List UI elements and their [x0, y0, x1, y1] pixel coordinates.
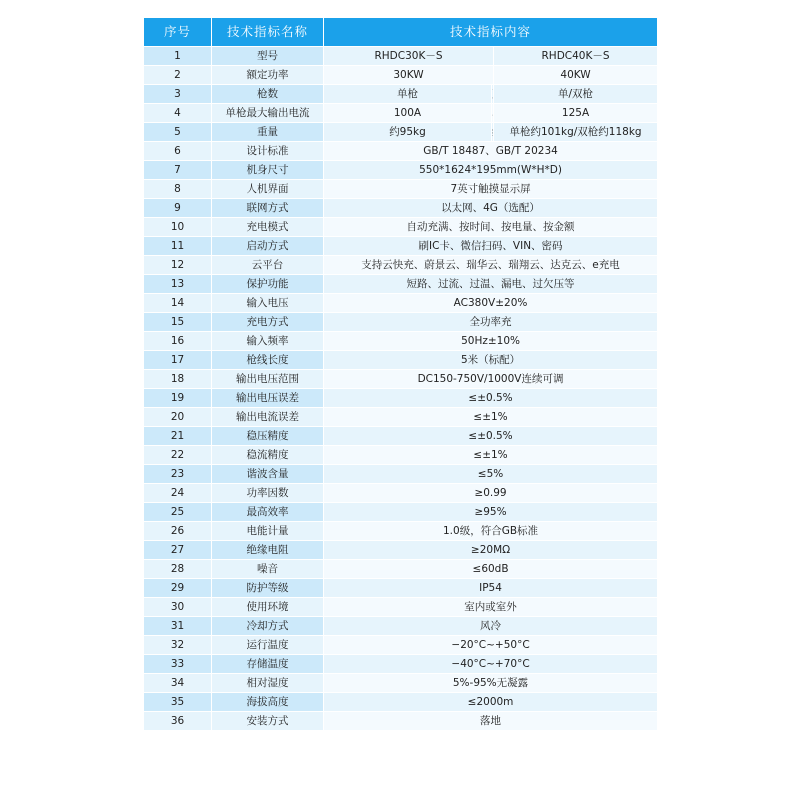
row-param-name: 运行温度: [212, 636, 324, 655]
table-row: [144, 142, 658, 161]
row-value: DC150-750V/1000V连续可调: [324, 370, 658, 389]
row-index: 33: [144, 655, 212, 674]
row-param-name: 单枪最大输出电流: [212, 104, 324, 123]
row-param-name: 输入频率: [212, 332, 324, 351]
row-value: 单/双枪: [494, 85, 658, 104]
row-value: 7英寸触摸显示屏: [324, 180, 658, 199]
table-row: [144, 313, 658, 332]
row-param-name: 存储温度: [212, 655, 324, 674]
row-value: ≥0.99: [324, 484, 658, 503]
row-value: ≥95%: [324, 503, 658, 522]
table-row: [144, 541, 658, 560]
row-index: 32: [144, 636, 212, 655]
row-value: 室内或室外: [324, 598, 658, 617]
row-param-name: 防护等级: [212, 579, 324, 598]
row-index: 7: [144, 161, 212, 180]
row-value: 全功率充: [324, 313, 658, 332]
row-param-name: 额定功率: [212, 66, 324, 85]
row-value: ≤5%: [324, 465, 658, 484]
row-value: 支持云快充、蔚景云、瑞华云、瑞翔云、达克云、e充电: [324, 256, 658, 275]
row-index: 34: [144, 674, 212, 693]
row-index: 24: [144, 484, 212, 503]
table-row: [144, 199, 658, 218]
row-index: 28: [144, 560, 212, 579]
row-value: AC380V±20%: [324, 294, 658, 313]
row-value: 5米（标配）: [324, 351, 658, 370]
row-index: 20: [144, 408, 212, 427]
row-param-name: 输出电压误差: [212, 389, 324, 408]
row-index: 30: [144, 598, 212, 617]
row-param-name: 充电方式: [212, 313, 324, 332]
table-row: [144, 636, 658, 655]
row-param-name: 输出电压范围: [212, 370, 324, 389]
table-row: [144, 47, 658, 66]
row-index: 21: [144, 427, 212, 446]
row-index: 13: [144, 275, 212, 294]
row-value: 550*1624*195mm(W*H*D): [324, 161, 658, 180]
row-value: ≤±0.5%: [324, 427, 658, 446]
table-header: [144, 18, 658, 47]
table-row: [144, 465, 658, 484]
row-index: 36: [144, 712, 212, 731]
row-value: ≤60dB: [324, 560, 658, 579]
header-index: 序号: [144, 18, 212, 47]
header-row: [144, 18, 658, 47]
row-value: ≤±1%: [324, 408, 658, 427]
row-value: −20°C~+50°C: [324, 636, 658, 655]
row-value: IP54: [324, 579, 658, 598]
table-row: [144, 275, 658, 294]
row-param-name: 人机界面: [212, 180, 324, 199]
row-param-name: 安装方式: [212, 712, 324, 731]
table-row: [144, 218, 658, 237]
table-row: [144, 66, 658, 85]
row-value: 自动充满、按时间、按电量、按金额: [324, 218, 658, 237]
row-param-name: 稳流精度: [212, 446, 324, 465]
table-row: [144, 446, 658, 465]
row-value: −40°C~+70°C: [324, 655, 658, 674]
table-row: [144, 579, 658, 598]
row-value: 单枪: [324, 85, 492, 104]
row-index: 16: [144, 332, 212, 351]
table-row: [144, 180, 658, 199]
row-value: 40KW: [494, 66, 658, 85]
table-row: [144, 503, 658, 522]
row-index: 35: [144, 693, 212, 712]
table-row: [144, 712, 658, 731]
row-index: 31: [144, 617, 212, 636]
row-index: 8: [144, 180, 212, 199]
row-index: 19: [144, 389, 212, 408]
row-index: 1: [144, 47, 212, 66]
row-value: 刷IC卡、微信扫码、VIN、密码: [324, 237, 658, 256]
table-row: [144, 617, 658, 636]
table-row: [144, 237, 658, 256]
table-row: [144, 655, 658, 674]
table-row: [144, 85, 658, 104]
table-row: [144, 332, 658, 351]
row-param-name: 保护功能: [212, 275, 324, 294]
row-value: 100A: [324, 104, 492, 123]
row-index: 6: [144, 142, 212, 161]
row-param-name: 功率因数: [212, 484, 324, 503]
row-param-name: 相对湿度: [212, 674, 324, 693]
row-param-name: 充电模式: [212, 218, 324, 237]
table-row: [144, 693, 658, 712]
header-content: 技术指标内容: [324, 18, 658, 47]
row-param-name: 电能计量: [212, 522, 324, 541]
row-value: ≤±0.5%: [324, 389, 658, 408]
row-index: 9: [144, 199, 212, 218]
table-row: [144, 674, 658, 693]
row-index: 15: [144, 313, 212, 332]
row-param-name: 谐波含量: [212, 465, 324, 484]
table-row: [144, 484, 658, 503]
table-row: [144, 408, 658, 427]
table-row: [144, 389, 658, 408]
header-name: 技术指标名称: [212, 18, 324, 47]
row-param-name: 启动方式: [212, 237, 324, 256]
table-row: [144, 104, 658, 123]
row-index: 26: [144, 522, 212, 541]
row-value: ≤±1%: [324, 446, 658, 465]
table-row: [144, 598, 658, 617]
row-param-name: 联网方式: [212, 199, 324, 218]
table-row: [144, 427, 658, 446]
row-value: RHDC30K－S: [324, 47, 494, 66]
row-param-name: 输入电压: [212, 294, 324, 313]
row-param-name: 绝缘电阻: [212, 541, 324, 560]
row-param-name: 机身尺寸: [212, 161, 324, 180]
table-body: [144, 47, 658, 731]
row-param-name: 云平台: [212, 256, 324, 275]
row-index: 3: [144, 85, 212, 104]
row-value: RHDC40K－S: [494, 47, 658, 66]
row-index: 18: [144, 370, 212, 389]
row-index: 25: [144, 503, 212, 522]
row-param-name: 设计标准: [212, 142, 324, 161]
row-value: ≤2000m: [324, 693, 658, 712]
row-value: 30KW: [324, 66, 494, 85]
row-param-name: 型号: [212, 47, 324, 66]
row-index: 14: [144, 294, 212, 313]
row-index: 22: [144, 446, 212, 465]
row-param-name: 冷却方式: [212, 617, 324, 636]
row-index: 5: [144, 123, 212, 142]
row-param-name: 噪音: [212, 560, 324, 579]
row-param-name: 重量: [212, 123, 324, 142]
table-row: [144, 522, 658, 541]
row-value: 短路、过流、过温、漏电、过欠压等: [324, 275, 658, 294]
row-param-name: 输出电流误差: [212, 408, 324, 427]
row-value: 50Hz±10%: [324, 332, 658, 351]
row-param-name: 使用环境: [212, 598, 324, 617]
row-param-name: 稳压精度: [212, 427, 324, 446]
row-value: 125A: [494, 104, 658, 123]
table-row: [144, 256, 658, 275]
row-param-name: 枪线长度: [212, 351, 324, 370]
table-row: [144, 370, 658, 389]
row-value: 约95kg: [324, 123, 492, 142]
row-value: 1.0级，符合GB标准: [324, 522, 658, 541]
row-index: 23: [144, 465, 212, 484]
table-row: [144, 560, 658, 579]
row-param-name: 枪数: [212, 85, 324, 104]
row-value: 风冷: [324, 617, 658, 636]
row-index: 12: [144, 256, 212, 275]
row-param-name: 海拔高度: [212, 693, 324, 712]
row-index: 17: [144, 351, 212, 370]
row-index: 29: [144, 579, 212, 598]
row-value: 落地: [324, 712, 658, 731]
table-row: [144, 161, 658, 180]
row-value: ≥20MΩ: [324, 541, 658, 560]
table-row: [144, 294, 658, 313]
row-param-name: 最高效率: [212, 503, 324, 522]
row-value: 单枪约101kg/双枪约118kg: [494, 123, 658, 142]
row-value: 5%-95%无凝露: [324, 674, 658, 693]
table-row: [144, 351, 658, 370]
row-value: 以太网、4G（选配）: [324, 199, 658, 218]
row-index: 4: [144, 104, 212, 123]
row-index: 2: [144, 66, 212, 85]
row-index: 11: [144, 237, 212, 256]
row-index: 27: [144, 541, 212, 560]
row-index: 10: [144, 218, 212, 237]
spec-table: [143, 17, 658, 731]
table-row: [144, 123, 658, 142]
row-value: GB/T 18487、GB/T 20234: [324, 142, 658, 161]
